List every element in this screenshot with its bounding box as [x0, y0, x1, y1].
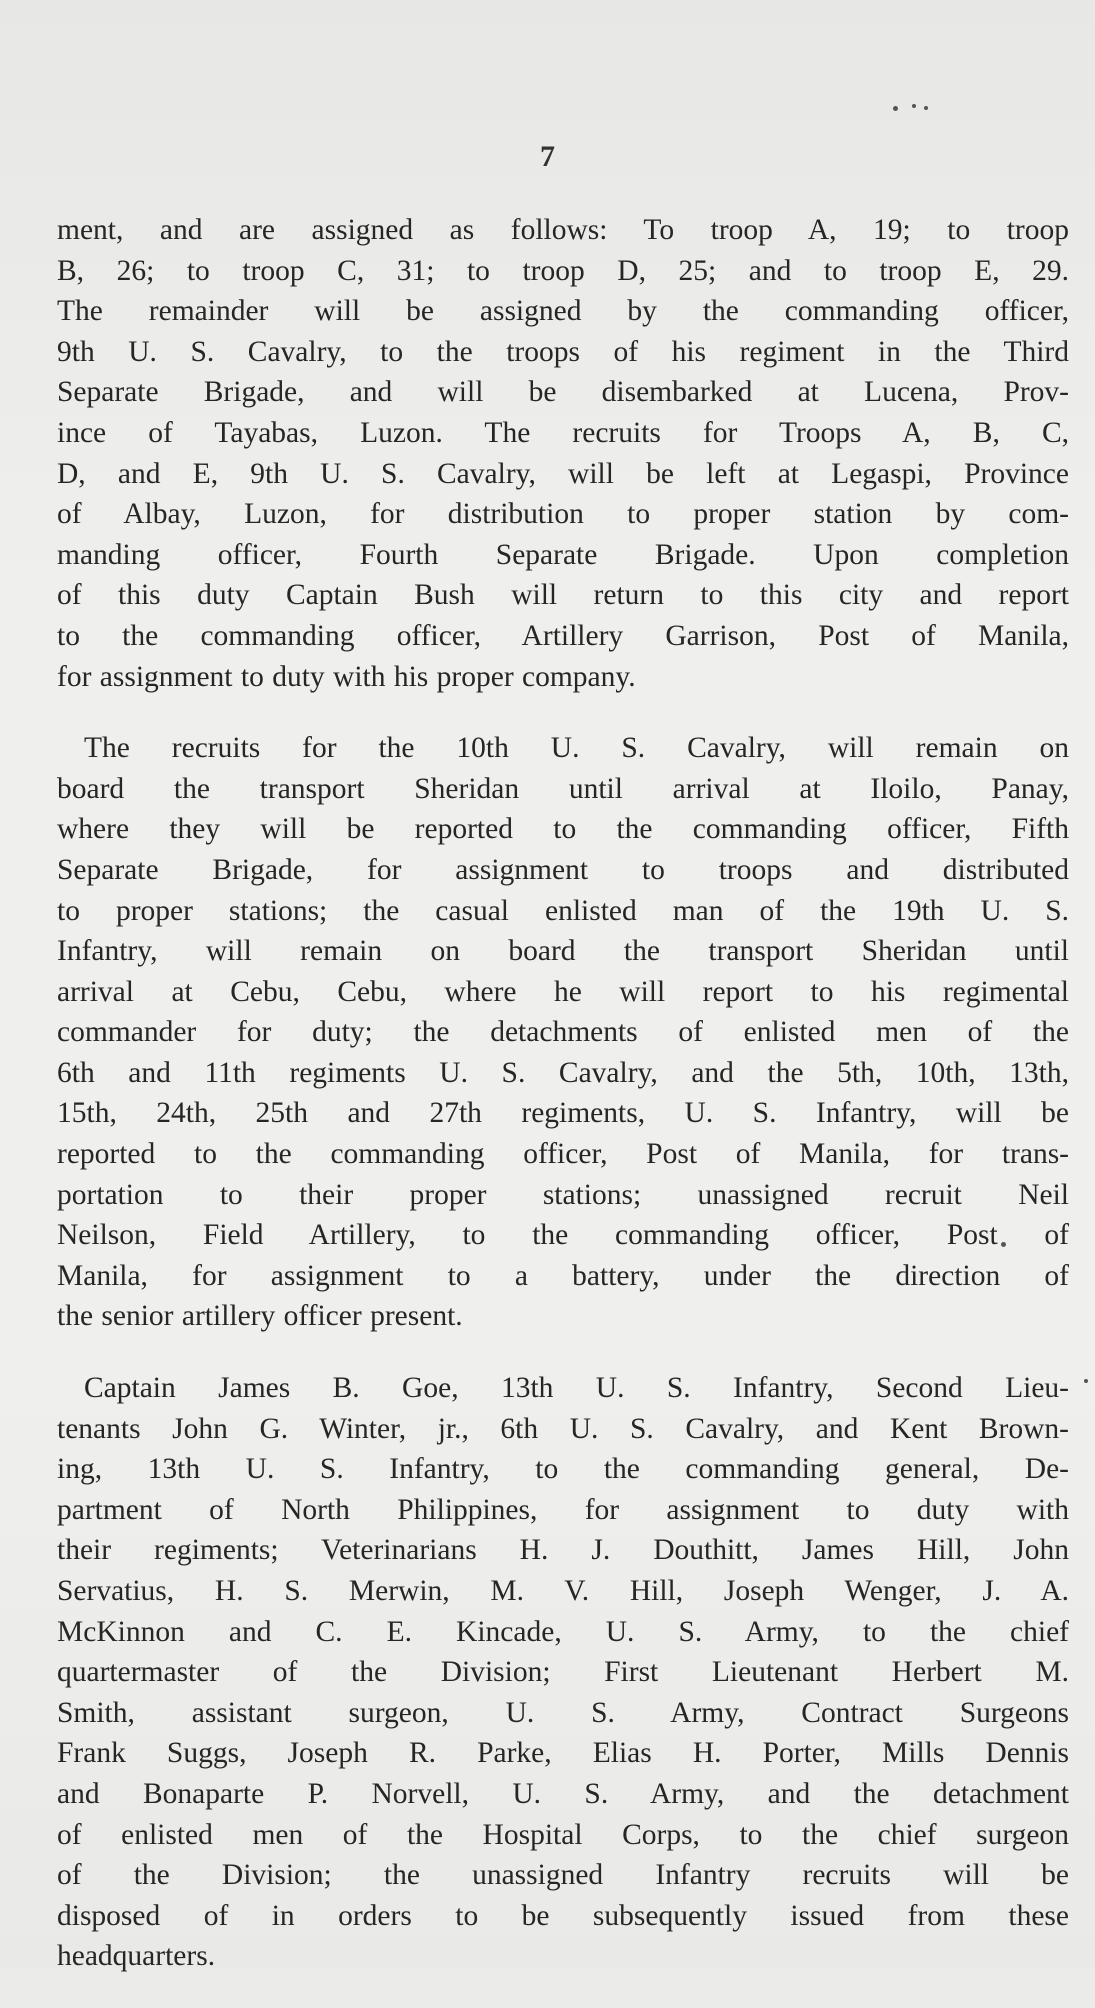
text-line: and Bonaparte P. Norvell, U. S. Army, and the detachment: [57, 1777, 1069, 1810]
ink-speck: [893, 106, 898, 111]
text-line: commander for duty; the detachments of enlisted men of the: [57, 1016, 1069, 1049]
ink-speck: [1084, 1379, 1088, 1383]
text-line: McKinnon and C. E. Kincade, U. S. Army, to the chief: [57, 1615, 1069, 1648]
body-text: [57, 210, 1069, 2008]
text-line: of the Division; the unassigned Infantry recruits will be: [57, 1859, 1069, 1892]
paragraph-1: [57, 210, 1069, 697]
text-line: 6th and 11th regiments U. S. Cavalry, and the 5th, 10th, 13th,: [57, 1056, 1069, 1089]
text-line: 9th U. S. Cavalry, to the troops of his regiment in the Third: [57, 335, 1069, 368]
text-line: where they will be reported to the commanding officer, Fifth: [57, 813, 1069, 846]
text-line: tenants John G. Winter, jr., 6th U. S. Cavalry, and Kent Brown-: [57, 1412, 1069, 1445]
text-line: of this duty Captain Bush will return to this city and report: [57, 579, 1069, 612]
text-line: for assignment to duty with his proper company.: [57, 660, 636, 693]
text-line: arrival at Cebu, Cebu, where he will report to his regimental: [57, 975, 1069, 1008]
text-line: of Albay, Luzon, for distribution to proper station by com-: [57, 498, 1069, 531]
paragraph-2: [57, 728, 1069, 1337]
text-line: Servatius, H. S. Merwin, M. V. Hill, Joseph Wenger, J. A.: [57, 1575, 1069, 1607]
ink-speck: [912, 104, 916, 108]
text-line: Separate Brigade, and will be disembarked at Lucena, Prov-: [57, 376, 1069, 409]
text-line: the senior artillery officer present.: [57, 1300, 463, 1333]
text-line: partment of North Philippines, for assignment to duty with: [57, 1493, 1069, 1526]
text-line: Captain James B. Goe, 13th U. S. Infantry, Second Lieu-: [84, 1372, 1069, 1405]
text-line: D, and E, 9th U. S. Cavalry, will be left at Legaspi, Province: [57, 457, 1069, 490]
text-line: of enlisted men of the Hospital Corps, to the chief surgeon: [57, 1818, 1069, 1851]
text-line: 15th, 24th, 25th and 27th regiments, U. S. Infantry, will be: [57, 1097, 1069, 1130]
text-line: to proper stations; the casual enlisted man of the 19th U. S.: [57, 894, 1069, 927]
text-line: to the commanding officer, Artillery Garrison, Post of Manila,: [57, 619, 1069, 652]
text-line: The recruits for the 10th U. S. Cavalry, will remain on: [84, 732, 1069, 765]
text-line: disposed of in orders to be subsequently issued from these: [57, 1899, 1069, 1932]
text-line: quartermaster of the Division; First Lieutenant Herbert M.: [57, 1656, 1069, 1689]
text-line: board the transport Sheridan until arrival at Iloilo, Panay,: [57, 772, 1069, 805]
ink-speck: [924, 106, 928, 110]
text-line: Separate Brigade, for assignment to troops and distributed: [57, 853, 1069, 886]
text-line: ing, 13th U. S. Infantry, to the commanding general, De-: [57, 1453, 1069, 1486]
text-line: Neilson, Field Artillery, to the commanding officer, Post of: [57, 1219, 1069, 1252]
text-line: B, 26; to troop C, 31; to troop D, 25; and to troop E, 29.: [57, 254, 1069, 287]
text-line: headquarters.: [57, 1940, 216, 1973]
text-line: ment, and are assigned as follows: To troop A, 19; to troop: [57, 214, 1069, 246]
text-line: Manila, for assignment to a battery, under the direction of: [57, 1259, 1069, 1292]
text-line: their regiments; Veterinarians H. J. Douthitt, James Hill, John: [57, 1534, 1069, 1567]
text-line: The remainder will be assigned by the commanding officer,: [57, 295, 1069, 328]
text-line: ince of Tayabas, Luzon. The recruits for Troops A, B, C,: [57, 416, 1069, 449]
text-line: Smith, assistant surgeon, U. S. Army, Contract Surgeons: [57, 1696, 1069, 1729]
text-line: Infantry, will remain on board the transport Sheridan until: [57, 935, 1069, 968]
page-number: 7: [540, 140, 555, 173]
text-line: reported to the commanding officer, Post of Manila, for trans-: [57, 1138, 1069, 1171]
paragraph-3: [57, 1368, 1069, 1977]
text-line: portation to their proper stations; unassigned recruit Neil: [57, 1178, 1069, 1211]
text-line: manding officer, Fourth Separate Brigade. Upon completion: [57, 538, 1069, 571]
text-line: Frank Suggs, Joseph R. Parke, Elias H. Porter, Mills Dennis: [57, 1737, 1069, 1770]
